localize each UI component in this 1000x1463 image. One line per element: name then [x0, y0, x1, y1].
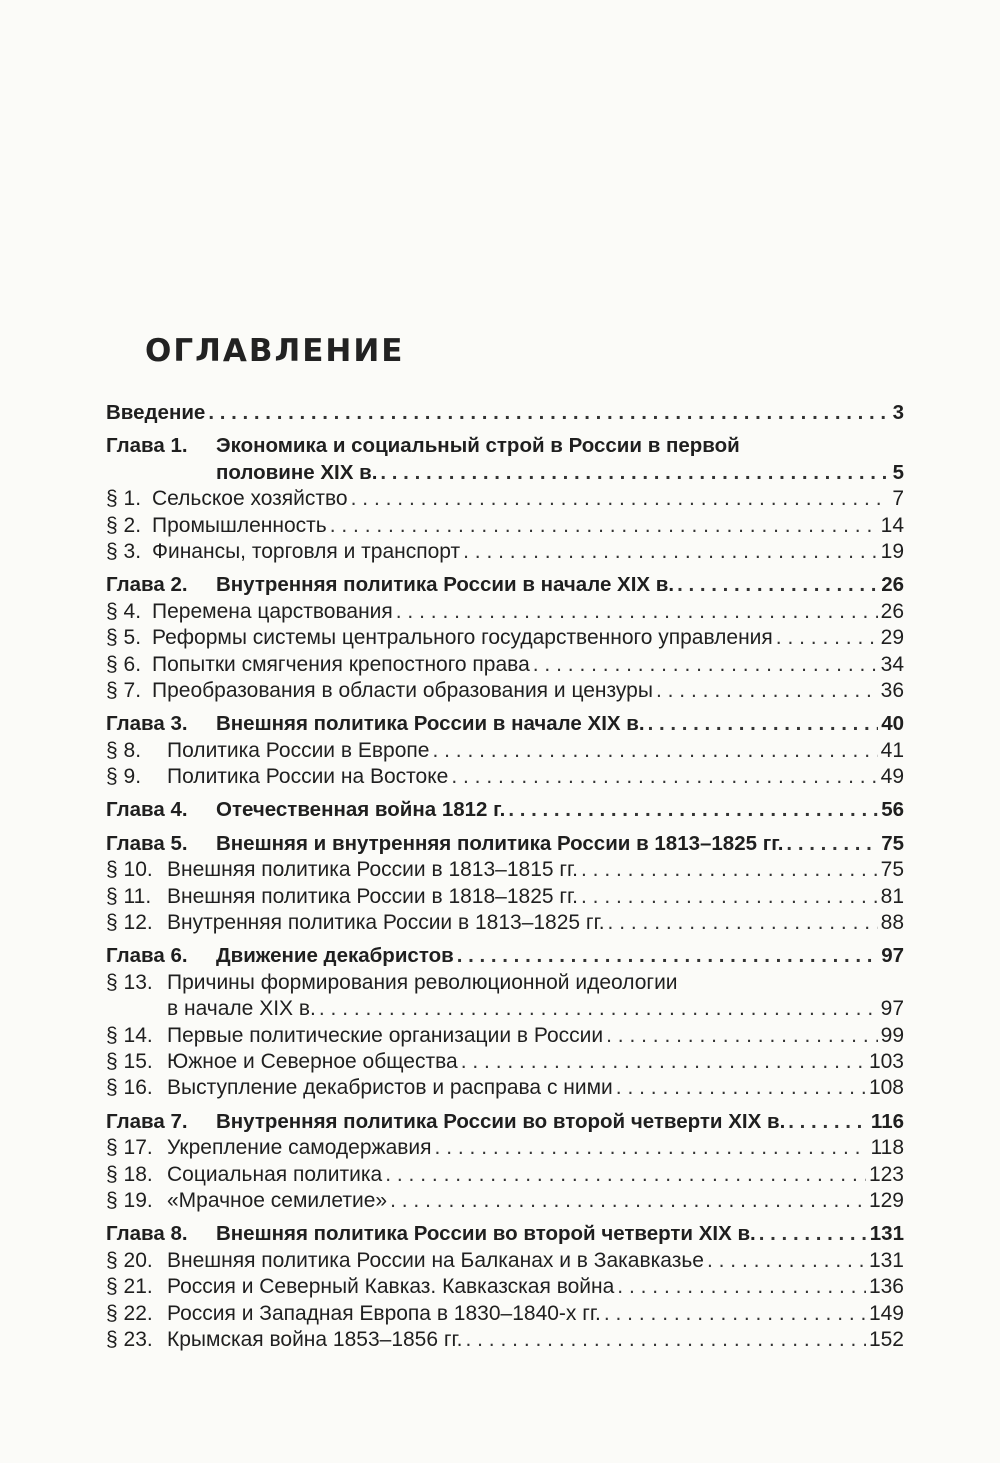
- toc-page-number: 81: [880, 884, 904, 908]
- toc-entry-title: Введение: [106, 401, 206, 424]
- chapter-number: Глава 8.: [106, 1222, 188, 1246]
- section-number: § 12.: [106, 911, 153, 935]
- section-number: § 10.: [106, 858, 153, 882]
- toc-section-5[interactable]: [106, 625, 904, 651]
- section-number: § 3.: [106, 539, 142, 563]
- dot-leader: [435, 1135, 868, 1161]
- section-title: Внешняя политика России на Балканах и в Закавказье: [167, 1248, 704, 1272]
- section-number: § 11.: [106, 884, 152, 908]
- toc-chapter-1[interactable]: [106, 433, 904, 459]
- toc-section-15[interactable]: [106, 1049, 904, 1075]
- toc-section-6[interactable]: [106, 652, 904, 678]
- dot-leader: [616, 1075, 866, 1101]
- toc-page-number: 26: [880, 599, 904, 623]
- toc-page-number: 97: [881, 944, 904, 968]
- dot-leader: [457, 943, 878, 969]
- dot-leader: [786, 831, 878, 857]
- section-title: Первые политические организации в России: [167, 1023, 604, 1047]
- toc-page-number: 14: [880, 513, 904, 537]
- section-number: § 17.: [106, 1136, 153, 1160]
- section-number: § 5.: [106, 626, 142, 650]
- toc-page-number: 88: [880, 911, 904, 935]
- toc-section-1[interactable]: [106, 486, 904, 512]
- section-number: § 4.: [106, 599, 142, 623]
- toc-section-3[interactable]: [106, 539, 904, 565]
- toc-page-number: 34: [880, 652, 904, 676]
- chapter-number: Глава 2.: [106, 573, 188, 597]
- toc-page-number: 152: [868, 1327, 904, 1351]
- toc-section-23[interactable]: [106, 1327, 904, 1353]
- chapter-title: Экономика и социальный строй в России в первой: [216, 434, 740, 458]
- toc-section-14[interactable]: [106, 1023, 904, 1049]
- dot-leader: [508, 797, 878, 823]
- dot-leader: [759, 1221, 867, 1247]
- toc-page-number: 3: [892, 401, 904, 424]
- section-number: § 22.: [106, 1301, 153, 1325]
- chapter-title: Отечественная война 1812 г.: [216, 798, 506, 822]
- dot-leader: [465, 1327, 865, 1353]
- dot-leader: [648, 711, 879, 737]
- toc-chapter-3[interactable]: [106, 711, 904, 737]
- chapter-title: Внутренняя политика России в начале XIX в.: [216, 573, 675, 597]
- dot-leader: [451, 764, 877, 790]
- section-number: § 16.: [106, 1076, 153, 1100]
- toc-page-number: 75: [880, 858, 904, 882]
- chapter-title-cont: половине XIX в.: [216, 460, 378, 484]
- section-number: § 13.: [106, 970, 153, 994]
- toc-section-17[interactable]: [106, 1135, 904, 1161]
- toc-page-number: 97: [880, 997, 904, 1021]
- toc-section-22[interactable]: [106, 1301, 904, 1327]
- dot-leader: [677, 572, 878, 598]
- dot-leader: [788, 1109, 868, 1135]
- section-number: § 18.: [106, 1162, 153, 1186]
- section-title: Россия и Западная Европа в 1830–1840-х гг.: [167, 1301, 601, 1325]
- toc-section-13[interactable]: [106, 970, 904, 996]
- section-number: § 7.: [106, 678, 142, 702]
- toc-page-number: 49: [880, 765, 904, 789]
- toc-page-number: 149: [868, 1301, 904, 1325]
- toc-section-20[interactable]: [106, 1248, 904, 1274]
- dot-leader: [608, 910, 878, 936]
- dot-leader: [604, 1301, 866, 1327]
- dot-leader: [776, 625, 878, 651]
- section-title: Финансы, торговля и транспорт: [152, 539, 461, 563]
- section-title: Внешняя политика России в 1818–1825 гг.: [167, 884, 578, 908]
- toc-chapter-2[interactable]: [106, 572, 904, 598]
- toc-page-number: 75: [881, 831, 904, 855]
- chapter-number: Глава 7.: [106, 1109, 188, 1133]
- section-number: § 2.: [106, 513, 142, 537]
- toc-chapter-7[interactable]: [106, 1109, 904, 1135]
- toc-chapter-6[interactable]: [106, 943, 904, 969]
- toc-chapter-5[interactable]: [106, 831, 904, 857]
- section-number: § 6.: [106, 652, 142, 676]
- toc-page-number: 19: [880, 539, 904, 563]
- table-of-contents: [106, 400, 904, 1353]
- toc-page-number: 99: [880, 1023, 904, 1047]
- dot-leader: [330, 513, 878, 539]
- toc-section-16[interactable]: [106, 1075, 904, 1101]
- chapter-title: Внутренняя политика России во второй четверти XIX в.: [216, 1109, 786, 1133]
- toc-section-13-cont[interactable]: [106, 996, 904, 1022]
- toc-section-18[interactable]: [106, 1162, 904, 1188]
- section-number: § 23.: [106, 1327, 153, 1351]
- chapter-title: Внешняя политика России в начале XIX в.: [216, 712, 645, 736]
- toc-page-number: 29: [880, 626, 904, 650]
- dot-leader: [461, 1049, 866, 1075]
- chapter-number: Глава 5.: [106, 831, 188, 855]
- dot-leader: [581, 857, 878, 883]
- section-title: Политика России в Европе: [167, 738, 430, 762]
- section-number: § 15.: [106, 1049, 153, 1073]
- chapter-title: Движение декабристов: [216, 944, 454, 968]
- page-title: ОГЛАВЛЕНИЕ: [145, 333, 405, 369]
- chapter-number: Глава 3.: [106, 712, 188, 736]
- chapter-number: Глава 1.: [106, 434, 188, 458]
- chapter-number: Глава 4.: [106, 798, 188, 822]
- toc-chapter-4[interactable]: [106, 797, 904, 823]
- section-number: § 8.: [106, 738, 142, 762]
- section-title: Южное и Северное общества: [167, 1049, 458, 1073]
- toc-section-19[interactable]: [106, 1188, 904, 1214]
- dot-leader: [432, 738, 877, 764]
- dot-leader: [606, 1023, 878, 1049]
- section-title-cont: в начале XIX в.: [167, 997, 316, 1021]
- toc-section-9[interactable]: [106, 764, 904, 790]
- toc-section-21[interactable]: [106, 1274, 904, 1300]
- dot-leader: [385, 1162, 866, 1188]
- section-title: Выступление декабристов и расправа с ними: [167, 1076, 613, 1100]
- section-title: Преобразования в области образования и цензуры: [152, 678, 653, 702]
- dot-leader: [319, 996, 878, 1022]
- toc-page-number: 118: [870, 1136, 904, 1160]
- toc-section-8[interactable]: [106, 738, 904, 764]
- chapter-number: Глава 6.: [106, 944, 188, 968]
- section-title: Сельское хозяйство: [152, 487, 348, 511]
- toc-section-7[interactable]: [106, 678, 904, 704]
- section-title: «Мрачное семилетие»: [167, 1188, 388, 1212]
- toc-page-number: 123: [868, 1162, 904, 1186]
- section-number: § 21.: [106, 1275, 153, 1299]
- toc-page-number: 131: [869, 1222, 904, 1246]
- toc-section-2[interactable]: [106, 513, 904, 539]
- section-title: Попытки смягчения крепостного права: [152, 652, 530, 676]
- section-title: Внешняя политика России в 1813–1815 гг.: [167, 858, 578, 882]
- section-title: Социальная политика: [167, 1162, 383, 1186]
- dot-leader: [396, 599, 878, 625]
- toc-page-number: 108: [868, 1076, 904, 1100]
- section-title: Крымская война 1853–1856 гг.: [167, 1327, 463, 1351]
- section-title: Внутренняя политика России в 1813–1825 гг.: [167, 911, 605, 935]
- toc-chapter-8[interactable]: [106, 1221, 904, 1247]
- section-number: § 9.: [106, 765, 142, 789]
- toc-page-number: 26: [881, 573, 904, 597]
- chapter-title: Внешняя политика России во второй четверти XIX в.: [216, 1222, 756, 1246]
- toc-page-number: 41: [880, 738, 904, 762]
- section-title: Причины формирования революционной идеологии: [167, 970, 678, 994]
- toc-page-number: 103: [868, 1049, 904, 1073]
- dot-leader: [380, 460, 889, 486]
- toc-entry-introduction[interactable]: [106, 400, 904, 426]
- toc-page-number: 116: [870, 1109, 904, 1133]
- toc-section-11[interactable]: [106, 884, 904, 910]
- section-title: Укрепление самодержавия: [167, 1136, 432, 1160]
- dot-leader: [581, 884, 878, 910]
- dot-leader: [533, 652, 878, 678]
- toc-section-4[interactable]: [106, 599, 904, 625]
- dot-leader: [390, 1188, 866, 1214]
- chapter-title: Внешняя и внутренняя политика России в 1813–1825 гг.: [216, 831, 784, 855]
- dot-leader: [463, 539, 878, 565]
- toc-section-10[interactable]: [106, 857, 904, 883]
- dot-leader: [617, 1274, 866, 1300]
- toc-page-number: 129: [868, 1188, 904, 1212]
- toc-page-number: 56: [881, 798, 904, 822]
- section-number: § 20.: [106, 1248, 153, 1272]
- toc-section-12[interactable]: [106, 910, 904, 936]
- dot-leader: [208, 400, 889, 426]
- section-number: § 1.: [106, 487, 142, 511]
- section-title: Россия и Северный Кавказ. Кавказская война: [167, 1275, 615, 1299]
- toc-page-number: 131: [868, 1248, 904, 1272]
- section-title: Реформы системы центрального государственного управления: [152, 626, 773, 650]
- section-number: § 19.: [106, 1188, 153, 1212]
- toc-chapter-1-cont[interactable]: [106, 460, 904, 486]
- toc-page-number: 36: [880, 678, 904, 702]
- toc-page-number: 5: [892, 460, 904, 484]
- section-number: § 14.: [106, 1023, 153, 1047]
- section-title: Политика России на Востоке: [167, 765, 449, 789]
- dot-leader: [656, 678, 878, 704]
- toc-page-number: 7: [892, 487, 904, 511]
- toc-page-number: 136: [868, 1275, 904, 1299]
- section-title: Промышленность: [152, 513, 327, 537]
- toc-page-number: 40: [881, 712, 904, 736]
- section-title: Перемена царствования: [152, 599, 393, 623]
- dot-leader: [351, 486, 890, 512]
- dot-leader: [707, 1248, 866, 1274]
